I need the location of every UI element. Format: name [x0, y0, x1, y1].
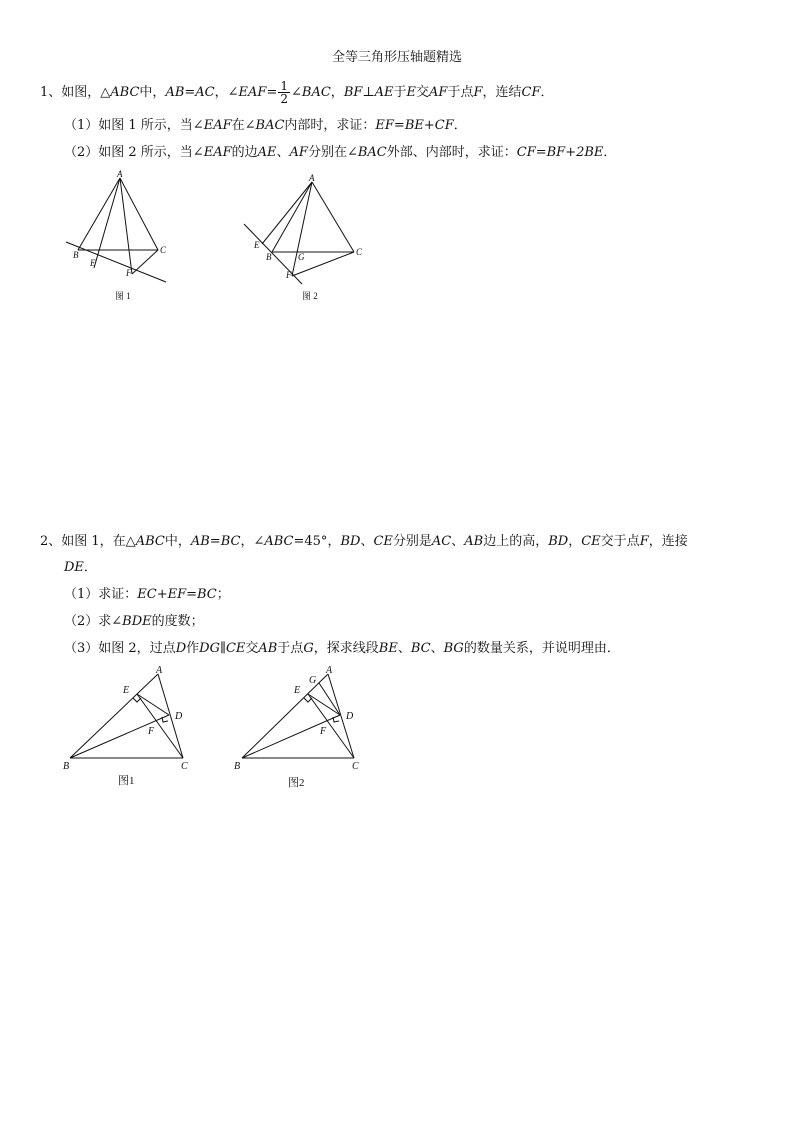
q1-part1 — [64, 117, 467, 135]
q1-text: 于 — [393, 85, 407, 100]
label-f: F — [148, 726, 155, 737]
label-b: B — [266, 252, 272, 262]
figure-caption: 图1 — [118, 775, 135, 787]
q2-var: F — [639, 534, 649, 549]
q2-part3-text: 、 — [397, 641, 411, 656]
q1-part2-text: 的边 — [231, 145, 258, 160]
q1-part1-var: EAF — [203, 118, 232, 133]
q2-part3-var: DG — [199, 641, 220, 656]
label-c: C — [356, 247, 363, 257]
fraction-denominator: 2 — [280, 92, 288, 106]
q1-part2-var: AE — [257, 145, 277, 160]
q2-part3-text: 于点 — [277, 641, 304, 656]
q2-part1-text: （1）求证： — [64, 587, 138, 602]
q1-part2-var: AF — [289, 145, 308, 160]
q2-text: 分别是 — [392, 534, 432, 549]
label-b: B — [234, 761, 241, 772]
q2-part3-var: G — [303, 641, 314, 656]
segment-ba — [242, 674, 328, 758]
q1-text: 于点 — [447, 85, 474, 100]
q1-part2-var: BAC — [357, 145, 387, 160]
q1-part1-text: ． — [453, 118, 467, 133]
segment-ab — [272, 182, 312, 252]
q1-figure-1 — [60, 168, 180, 308]
line-ae — [262, 182, 312, 244]
q2-part2-var: BDE — [122, 614, 152, 629]
q1-var: AE — [374, 85, 394, 100]
label-a: A — [117, 169, 123, 179]
q2-part3-var: AB — [258, 641, 278, 656]
q2-var: AC — [431, 534, 452, 549]
q1-text: ，连结 — [482, 85, 522, 100]
q2-text: 如图 1，在△ — [61, 534, 136, 549]
label-e: E — [294, 685, 301, 696]
q2-part3-text: （3）如图 2，过点 — [64, 641, 176, 656]
q2-part1-equation: EC+EF=BC — [137, 587, 217, 602]
q1-part2 — [64, 144, 616, 162]
q2-var: CE — [373, 534, 393, 549]
segment-cf — [132, 250, 158, 274]
figure-caption: 图 1 — [115, 291, 131, 301]
q2-part3-var: BE — [378, 641, 398, 656]
q1-var: BF — [343, 85, 363, 100]
q2-text: 边上的高， — [483, 534, 549, 549]
label-d: D — [346, 711, 354, 722]
label-a: A — [156, 665, 163, 676]
label-f: F — [126, 268, 132, 278]
q1-var: AB — [165, 85, 185, 100]
q1-statement — [40, 80, 554, 105]
q2-part3-text: 、 — [430, 641, 444, 656]
label-b: B — [63, 761, 70, 772]
q2-text: ． — [83, 560, 97, 575]
label-g: G — [309, 675, 317, 686]
label-f: F — [320, 726, 327, 737]
q1-var: BAC — [301, 85, 331, 100]
q1-var: CF — [521, 85, 541, 100]
q2-text: = — [209, 534, 221, 549]
q1-text: 如图，△ — [61, 85, 111, 100]
q1-text: ∠ — [291, 85, 302, 100]
label-d: D — [175, 711, 183, 722]
q2-part3-text: 作 — [186, 641, 200, 656]
q2-text: ，∠ — [240, 534, 265, 549]
q1-text: = — [184, 85, 196, 100]
q2-text: 、 — [451, 534, 465, 549]
q2-var: BD — [340, 534, 361, 549]
label-c: C — [160, 245, 167, 255]
q2-part3-var: D — [175, 641, 187, 656]
q2-part3-var: CE — [225, 641, 246, 656]
label-e: E — [90, 258, 96, 268]
q1-part2-text: 、 — [276, 145, 290, 160]
q2-part3-text: ∥ — [219, 641, 226, 656]
q1-number: 1、 — [40, 85, 62, 100]
q1-text: ． — [540, 85, 554, 100]
q2-text: =45° — [293, 534, 328, 549]
q1-text: 中， — [139, 85, 166, 100]
q1-var: AC — [195, 85, 215, 100]
q1-var: F — [473, 85, 483, 100]
q2-var: ABC — [264, 534, 294, 549]
q1-part1-equation: EF=BE+CF — [375, 118, 454, 133]
q2-part1 — [64, 586, 230, 604]
q2-var: BD — [548, 534, 569, 549]
q1-part2-text: （2）如图 2 所示，当∠ — [64, 145, 204, 160]
q2-statement-cont — [64, 559, 97, 577]
segment-ab — [78, 178, 120, 250]
segment-ac — [312, 182, 354, 252]
label-e: E — [123, 685, 130, 696]
segment-de — [137, 694, 169, 715]
q2-part3-text: 交 — [245, 641, 259, 656]
fraction-numerator: 1 — [280, 79, 288, 93]
q1-part1-text: （1）如图 1 所示，当∠ — [64, 118, 204, 133]
q1-part2-text: 外部、内部时，求证： — [386, 145, 517, 160]
segment-bd — [70, 715, 169, 758]
q1-text: ，∠ — [214, 85, 239, 100]
q2-text: ， — [568, 534, 582, 549]
q2-var: CE — [581, 534, 601, 549]
q2-part2-text: （2）求∠ — [64, 614, 123, 629]
q1-part1-text: 在∠ — [231, 118, 256, 133]
figure-caption: 图 2 — [302, 291, 318, 301]
q2-number: 2、 — [40, 534, 62, 549]
q2-var: AB — [190, 534, 210, 549]
label-f: F — [286, 270, 292, 280]
q1-text: ， — [330, 85, 344, 100]
q2-text: 交于点 — [600, 534, 640, 549]
segment-ba — [70, 674, 158, 758]
label-e: E — [254, 240, 260, 250]
q1-var: EAF — [238, 85, 267, 100]
document-title: 全等三角形压轴题精选 — [331, 50, 462, 65]
q1-part2-var: EAF — [203, 145, 232, 160]
q1-figure-2 — [240, 168, 370, 308]
q1-part1-var: BAC — [255, 118, 285, 133]
q2-part3-var: BC — [410, 641, 431, 656]
q1-var: E — [406, 85, 417, 100]
q1-part2-text: ． — [603, 145, 617, 160]
label-a: A — [326, 665, 333, 676]
q1-text: = — [266, 85, 278, 100]
q2-part3-text: 的数量关系，并说明理由． — [463, 641, 620, 656]
q1-part1-text: 内部时，求证： — [284, 118, 376, 133]
q2-var: AB — [464, 534, 484, 549]
q1-var: ABC — [110, 85, 140, 100]
q2-part3-text: ，探求线段 — [313, 641, 379, 656]
label-c: C — [181, 761, 188, 772]
q2-part2 — [64, 613, 204, 631]
q1-text: ⊥ — [362, 85, 375, 100]
q2-var: DE — [64, 560, 84, 575]
line-bf — [66, 242, 166, 282]
q1-text: 交 — [416, 85, 430, 100]
q1-part2-equation: CF=BF+2BE — [516, 145, 604, 160]
q2-text: ， — [327, 534, 341, 549]
q2-text: 、 — [360, 534, 374, 549]
q2-part1-text: ； — [216, 587, 230, 602]
segment-ac — [120, 178, 158, 250]
right-angle-mark-e — [304, 698, 312, 702]
q2-part2-text: 的度数； — [151, 614, 204, 629]
q2-var: BC — [220, 534, 241, 549]
q2-text: ，连接 — [648, 534, 688, 549]
label-g: G — [298, 252, 305, 262]
q2-statement — [40, 533, 688, 551]
q2-part3-var: BG — [443, 641, 464, 656]
line-af — [120, 178, 132, 274]
right-angle-mark-e — [133, 698, 141, 702]
q2-part3 — [64, 640, 620, 658]
q2-text: 中， — [164, 534, 191, 549]
label-c: C — [352, 761, 359, 772]
q1-part2-text: 分别在∠ — [307, 145, 358, 160]
segment-dg — [319, 683, 340, 715]
q2-var: ABC — [135, 534, 165, 549]
label-b: B — [73, 250, 79, 260]
q1-fraction — [278, 80, 290, 105]
q2-figure-1 — [60, 664, 200, 794]
q1-var: AF — [429, 85, 448, 100]
label-a: A — [309, 173, 315, 183]
figure-caption: 图2 — [288, 777, 305, 789]
q2-figure-2 — [230, 664, 375, 794]
